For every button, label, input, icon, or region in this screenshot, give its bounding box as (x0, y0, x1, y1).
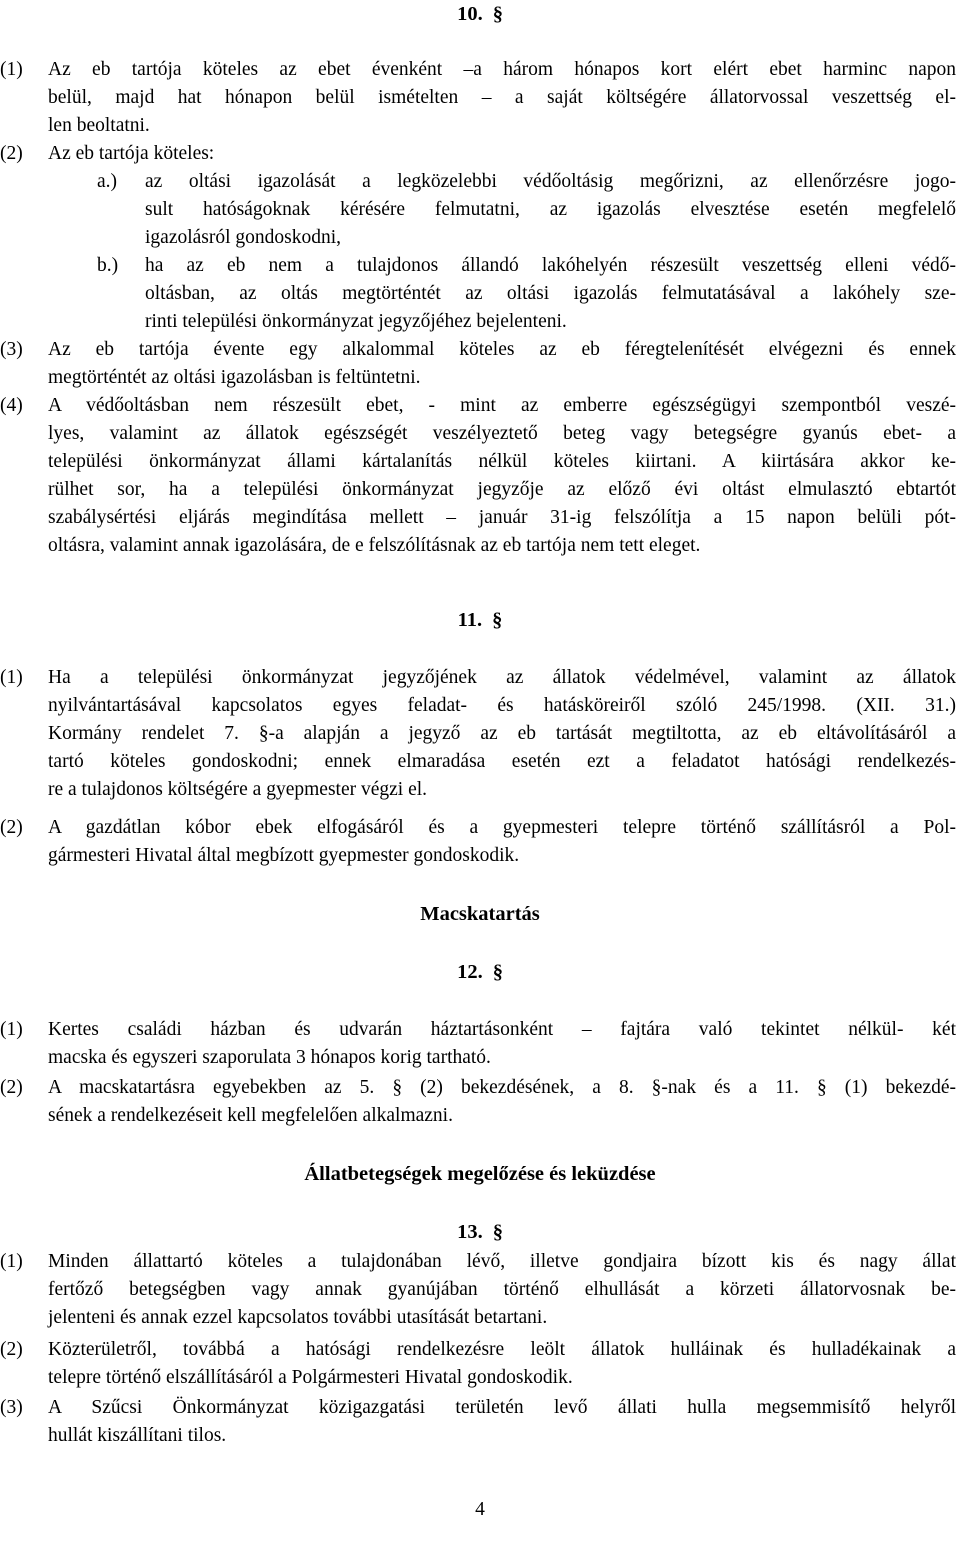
section-heading-13 (0, 1218, 960, 1246)
paragraph-13-2 (0, 1336, 956, 1392)
text-line: A macskatartásra egyebekben az 5. § (2) bekezdésének, a 8. §-nak és a 11. § (1) bekezdé- (48, 1077, 956, 1098)
text-line: hullát kiszállítani tilos. (48, 1425, 227, 1446)
paragraph-number: (4) (0, 395, 23, 416)
paragraph-11-2 (0, 814, 956, 870)
section-heading-10 (0, 0, 960, 28)
text-line: Kormány rendelet 7. §-a alapján a jegyző az eb tartását megtiltotta, az eb eltávolításáról a (48, 723, 956, 744)
text-line: települési önkormányzat állami kártalanítás nélkül köteles kiirtani. A kiirtására akkor ke- (48, 451, 956, 472)
section-number: 13. (457, 1221, 483, 1243)
text-line: Az eb tartója köteles az ebet évenként –a három hónapos kort elért ebet harminc napon (48, 59, 956, 80)
section-sign: § (492, 961, 503, 983)
text-line: az oltási igazolását a legközelebbi védőoltásig megőrizni, az ellenőrzésre jogo- (145, 171, 956, 192)
section-sign: § (492, 609, 503, 631)
paragraph-number: (1) (0, 1251, 23, 1272)
paragraph-11-1 (0, 664, 956, 804)
subpoint-label: a.) (97, 171, 118, 192)
paragraph-12-1 (0, 1016, 956, 1072)
text-line: A Szűcsi Önkormányzat közigazgatási területén levő állati hulla megsemmisítő helyről (48, 1397, 956, 1418)
paragraph-10-3 (0, 336, 956, 392)
paragraph-13-1 (0, 1248, 956, 1332)
text-line: oltásban, az oltás megtörténtét az oltási igazolás felmutatásával a lakóhely sze- (145, 283, 956, 304)
section-sign: § (492, 3, 503, 25)
paragraph-number: (1) (0, 667, 23, 688)
section-heading-11 (0, 606, 960, 634)
text-line: Az eb tartója köteles: (48, 143, 215, 164)
section-number: 12. (457, 961, 483, 983)
paragraph-12-2 (0, 1074, 956, 1130)
paragraph-number: (1) (0, 1019, 23, 1040)
paragraph-number: (1) (0, 59, 23, 80)
text-line: nyilvántartásával kapcsolatos egyes feladat- és hatásköreiről szóló 245/1998. (XII. 31.) (48, 695, 956, 716)
paragraph-number: (2) (0, 1077, 23, 1098)
text-line: Az eb tartója évente egy alkalommal köteles az eb féregtelenítését elvégezni és ennek (48, 339, 956, 360)
text-line: rinti települési önkormányzat jegyzőjéhez bejelenteni. (145, 311, 567, 332)
text-line: gármesteri Hivatal által megbízott gyepmester gondoskodik. (48, 845, 520, 866)
paragraph-10-2 (0, 140, 956, 168)
text-line: rülhet sor, ha a települési önkormányzat jegyzője az előző évi oltást elmulasztó ebtartót (48, 479, 956, 500)
section-number: 10. (457, 3, 483, 25)
section-heading-12 (0, 958, 960, 986)
paragraph-10-1 (0, 56, 956, 140)
subpoint-a (97, 168, 956, 252)
paragraph-number: (2) (0, 1339, 23, 1360)
text-line: belül, majd hat hónapon belül ismételten – a saját költségére állatorvossal veszettség el- (48, 87, 956, 108)
paragraph-10-4 (0, 392, 956, 560)
paragraph-number: (2) (0, 817, 23, 838)
topic-heading-animal-diseases: Állatbetegségek megelőzése és leküzdése (304, 1163, 656, 1185)
text-line: Közterületről, továbbá a hatósági rendelkezésre leölt állatok hulláinak és hulladékainak a (48, 1339, 956, 1360)
text-line: sének a rendelkezéseit kell megfelelően alkalmazni. (48, 1105, 453, 1126)
text-line: A gazdátlan kóbor ebek elfogásáról és a gyepmesteri telepre történő szállításról a Pol- (48, 817, 956, 838)
text-line: Kertes családi házban és udvarán háztartásonként – fajtára való tekintet nélkül- két (48, 1019, 956, 1040)
section-sign: § (492, 1221, 503, 1243)
text-line: tartó köteles gondoskodni; ennek elmaradása esetén ezt a feladatot hatósági rendelkezés- (48, 751, 956, 772)
subpoint-b (97, 252, 956, 336)
text-line: telepre történő elszállításáról a Polgármesteri Hivatal gondoskodik. (48, 1367, 573, 1388)
paragraph-number: (3) (0, 339, 23, 360)
text-line: ha az eb nem a tulajdonos állandó lakóhelyén részesült veszettség elleni védő- (145, 255, 956, 276)
text-line: re a tulajdonos költségére a gyepmester végzi el. (48, 779, 428, 800)
topic-heading-cat-keeping: Macskatartás (420, 903, 540, 925)
text-line: fertőző betegségben vagy annak gyanújában történő elhullását a körzeti állatorvosnak be- (48, 1279, 956, 1300)
text-line: Ha a települési önkormányzat jegyzőjének az állatok védelmével, valamint az állatok (48, 667, 956, 688)
text-line: megtörténtét az oltási igazolásban is feltüntetni. (48, 367, 421, 388)
paragraph-13-3 (0, 1394, 956, 1450)
text-line: igazolásról gondoskodni, (145, 227, 342, 248)
subpoint-label: b.) (97, 255, 119, 276)
text-line: oltásra, valamint annak igazolására, de e felszólításnak az eb tartója nem tett eleget. (48, 535, 701, 556)
text-line: lyes, valamint az állatok egészségét veszélyeztető beteg vagy betegségre gyanús ebet- a (48, 423, 956, 444)
text-line: jelenteni és annak ezzel kapcsolatos további utasítását betartani. (48, 1307, 548, 1328)
text-line: szabálysértési eljárás megindítása mellett – január 31-ig felszólítja a 15 napon belüli pót- (48, 507, 956, 528)
text-line: macska és egyszeri szaporulata 3 hónapos korig tartható. (48, 1047, 491, 1068)
section-number: 11. (457, 609, 483, 631)
paragraph-number: (3) (0, 1397, 23, 1418)
text-line: Minden állattartó köteles a tulajdonában lévő, illetve gondjaira bízott kis és nagy állat (48, 1251, 956, 1272)
text-line: sult hatóságoknak kérésére felmutatni, az igazolás elvesztése esetén megfelelő (145, 199, 956, 220)
text-line: A védőoltásban nem részesült ebet, - mint az emberre egészségügyi szempontból veszé- (48, 395, 956, 416)
paragraph-number: (2) (0, 143, 23, 164)
text-line: len beoltatni. (48, 115, 150, 136)
page-number: 4 (475, 1499, 485, 1520)
